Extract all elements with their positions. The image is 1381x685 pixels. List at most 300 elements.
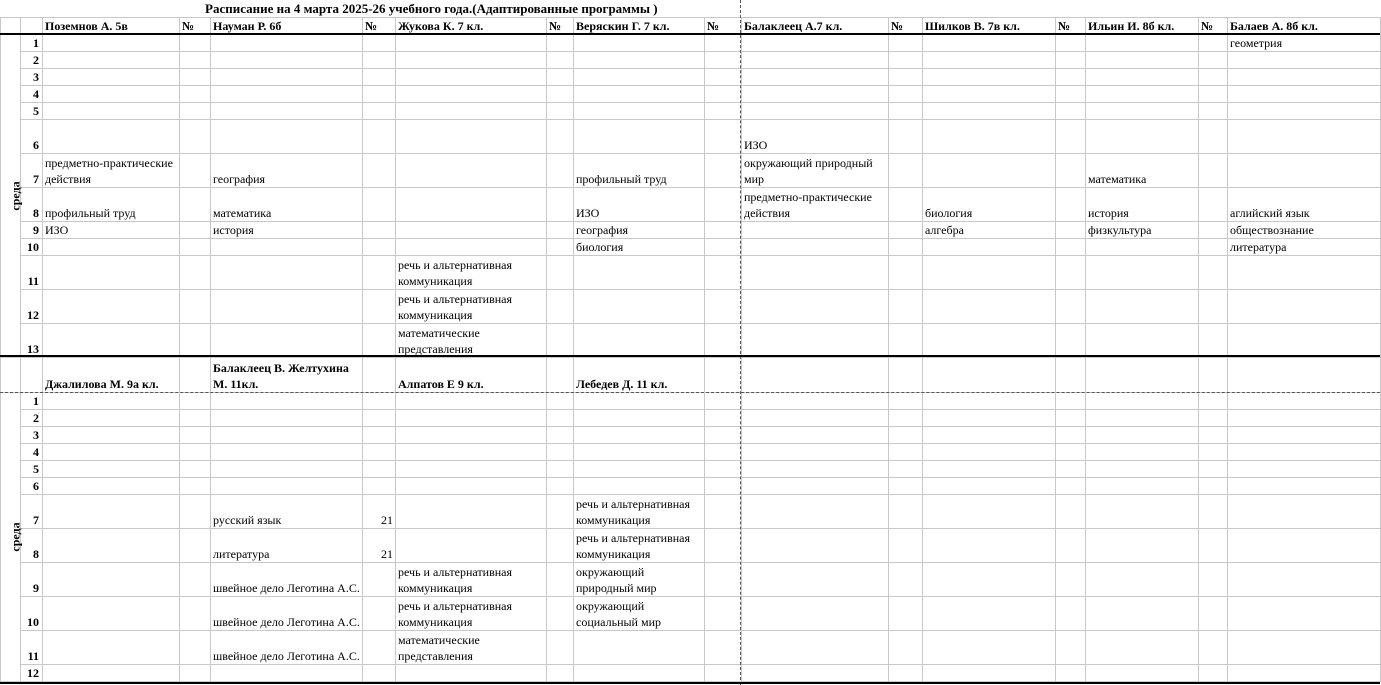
room-cell [1056, 324, 1086, 358]
empty-cell [923, 529, 1056, 563]
lesson-cell: речь и альтернативная коммуникация [396, 290, 547, 324]
lesson-cell: профильный труд [43, 188, 180, 222]
number-header: № [705, 18, 742, 35]
lesson-cell: швейное дело Леготина А.С. [211, 597, 363, 631]
room-cell [1199, 239, 1228, 256]
room-cell [1199, 69, 1228, 86]
header-row [1, 18, 1381, 35]
table-row [1, 665, 1381, 682]
corner-cell [1, 18, 21, 35]
room-cell [1199, 103, 1228, 120]
lesson-cell: литература [1228, 239, 1381, 256]
room-cell [889, 120, 923, 154]
student-header: Балаклеец А.7 кл. [742, 18, 889, 35]
empty-cell [1228, 478, 1381, 495]
lesson-cell: математические представления [396, 631, 547, 665]
lesson-cell [43, 86, 180, 103]
lesson-cell: алгебра [923, 222, 1056, 239]
room-cell [363, 103, 396, 120]
room-cell [363, 631, 396, 665]
room-cell [547, 52, 574, 69]
lesson-number: 5 [21, 103, 43, 120]
lesson-cell [923, 239, 1056, 256]
room-cell [1056, 120, 1086, 154]
student-header: Веряскин Г. 7 кл. [574, 18, 705, 35]
lesson-cell: физкультура [1086, 222, 1199, 239]
room-cell [547, 239, 574, 256]
empty-cell [1086, 478, 1199, 495]
lesson-cell [1086, 239, 1199, 256]
room-cell: 21 [363, 495, 396, 529]
lesson-cell [923, 103, 1056, 120]
room-cell [180, 120, 211, 154]
room-cell [889, 52, 923, 69]
student-header: Лебедев Д. 11 кл. [574, 358, 705, 393]
lesson-cell [742, 256, 889, 290]
empty-cell [923, 495, 1056, 529]
room-cell [547, 324, 574, 358]
room-cell [889, 188, 923, 222]
lesson-cell [574, 256, 705, 290]
lesson-cell [1228, 86, 1381, 103]
empty-cell [889, 444, 923, 461]
lesson-cell [396, 495, 547, 529]
number-header: № [547, 18, 574, 35]
lesson-cell [396, 461, 547, 478]
lesson-cell: математика [1086, 154, 1199, 188]
lesson-cell: геометрия [1228, 35, 1381, 52]
room-cell [547, 256, 574, 290]
room-cell [705, 69, 742, 86]
table-row [1, 52, 1381, 69]
room-cell [705, 290, 742, 324]
room-cell [363, 324, 396, 358]
student-header: Ильин И. 8б кл. [1086, 18, 1199, 35]
table-row [1, 239, 1381, 256]
room-cell [889, 324, 923, 358]
room-cell [363, 427, 396, 444]
room-cell [547, 35, 574, 52]
empty-cell [1228, 461, 1381, 478]
number-header: № [889, 18, 923, 35]
lesson-cell: русский язык [211, 495, 363, 529]
lesson-cell [211, 69, 363, 86]
empty-cell [889, 665, 923, 682]
lesson-cell [923, 35, 1056, 52]
room-cell [1199, 324, 1228, 358]
room-cell [363, 222, 396, 239]
lesson-number: 4 [21, 86, 43, 103]
lesson-cell [396, 529, 547, 563]
lesson-cell [43, 461, 180, 478]
room-cell [1056, 239, 1086, 256]
room-cell [180, 427, 211, 444]
room-cell [1199, 120, 1228, 154]
room-cell [705, 120, 742, 154]
lesson-cell [574, 86, 705, 103]
empty-cell [1228, 563, 1381, 597]
room-cell [705, 256, 742, 290]
lesson-cell [1086, 103, 1199, 120]
lesson-cell [1228, 256, 1381, 290]
lesson-number: 6 [21, 478, 43, 495]
table-row [1, 410, 1381, 427]
room-cell [705, 597, 742, 631]
lesson-number: 9 [21, 563, 43, 597]
lesson-number: 8 [21, 188, 43, 222]
empty-cell [889, 563, 923, 597]
room-cell [705, 427, 742, 444]
lesson-cell [1228, 52, 1381, 69]
empty-cell [923, 358, 1056, 393]
lesson-cell [43, 393, 180, 410]
table-row [1, 69, 1381, 86]
room-cell [180, 597, 211, 631]
lesson-cell [742, 290, 889, 324]
lesson-cell: речь и альтернативная коммуникация [574, 495, 705, 529]
room-cell [180, 478, 211, 495]
lesson-cell [1228, 154, 1381, 188]
empty-cell [889, 410, 923, 427]
student-header: Жукова К. 7 кл. [396, 18, 547, 35]
lesson-cell: история [1086, 188, 1199, 222]
lesson-cell [923, 86, 1056, 103]
lesson-cell [43, 52, 180, 69]
lesson-cell: география [211, 154, 363, 188]
room-cell [180, 239, 211, 256]
lesson-cell: ИЗО [742, 120, 889, 154]
empty-cell [742, 563, 889, 597]
lesson-cell [396, 478, 547, 495]
lesson-number: 12 [21, 665, 43, 682]
empty-cell [1228, 665, 1381, 682]
lesson-cell [574, 35, 705, 52]
empty-cell [1056, 461, 1086, 478]
lesson-cell [742, 69, 889, 86]
empty-cell [742, 665, 889, 682]
table-row [1, 256, 1381, 290]
number-header: № [1056, 18, 1086, 35]
empty-cell [1086, 410, 1199, 427]
lesson-cell [1086, 69, 1199, 86]
room-cell [547, 495, 574, 529]
empty-cell [1086, 495, 1199, 529]
lesson-number: 2 [21, 410, 43, 427]
lesson-cell [1228, 103, 1381, 120]
lesson-cell [43, 563, 180, 597]
room-cell [547, 427, 574, 444]
room-cell [363, 478, 396, 495]
lesson-cell [43, 529, 180, 563]
empty-cell [1056, 358, 1086, 393]
room-cell [180, 393, 211, 410]
lesson-cell [211, 120, 363, 154]
table-row [1, 222, 1381, 239]
room-cell [363, 69, 396, 86]
room-cell [180, 256, 211, 290]
room-cell [547, 393, 574, 410]
lesson-cell [1086, 120, 1199, 154]
lesson-cell [396, 154, 547, 188]
room-cell [1056, 103, 1086, 120]
lesson-cell [211, 35, 363, 52]
room-cell [1199, 188, 1228, 222]
lesson-cell: речь и альтернативная коммуникация [396, 256, 547, 290]
empty-cell [1056, 563, 1086, 597]
lesson-cell [574, 461, 705, 478]
empty-cell [742, 631, 889, 665]
room-cell [1056, 154, 1086, 188]
number-header: № [363, 18, 396, 35]
empty-cell [1228, 393, 1381, 410]
lesson-number: 13 [21, 324, 43, 358]
room-cell [363, 188, 396, 222]
empty-cell [1199, 427, 1228, 444]
room-cell [1199, 35, 1228, 52]
empty-cell [889, 427, 923, 444]
lesson-cell [574, 52, 705, 69]
room-cell [180, 631, 211, 665]
schedule-table [0, 17, 1381, 682]
empty-cell [1199, 444, 1228, 461]
empty-cell [1086, 563, 1199, 597]
section-rule [0, 355, 1380, 357]
lesson-cell [1086, 256, 1199, 290]
empty-cell [889, 631, 923, 665]
room-cell [180, 35, 211, 52]
lesson-cell [574, 665, 705, 682]
lesson-cell: биология [923, 188, 1056, 222]
lesson-number: 6 [21, 120, 43, 154]
lesson-cell: математика [211, 188, 363, 222]
lesson-cell [211, 103, 363, 120]
empty-cell [923, 665, 1056, 682]
lesson-cell [43, 69, 180, 86]
lesson-cell [211, 324, 363, 358]
room-cell [363, 597, 396, 631]
lesson-cell [396, 410, 547, 427]
lesson-cell [923, 154, 1056, 188]
page-break-horizontal [0, 392, 1380, 393]
lesson-cell [43, 239, 180, 256]
empty-cell [742, 478, 889, 495]
room-cell [705, 444, 742, 461]
room-cell [363, 393, 396, 410]
room-cell [180, 495, 211, 529]
empty-cell [1199, 478, 1228, 495]
lesson-cell: литература [211, 529, 363, 563]
lesson-cell: биология [574, 239, 705, 256]
room-cell [1199, 52, 1228, 69]
room-cell [705, 86, 742, 103]
lesson-cell [742, 239, 889, 256]
empty-cell [889, 461, 923, 478]
lesson-cell [396, 35, 547, 52]
room-cell [180, 563, 211, 597]
room-cell [547, 410, 574, 427]
table-row [1, 120, 1381, 154]
room-cell [363, 52, 396, 69]
room-cell [889, 222, 923, 239]
empty-cell [1086, 444, 1199, 461]
room-cell [363, 120, 396, 154]
number-header: № [180, 18, 211, 35]
lesson-cell [1086, 290, 1199, 324]
empty-cell [923, 597, 1056, 631]
lesson-cell [211, 427, 363, 444]
room-cell [547, 154, 574, 188]
corner-cell [21, 18, 43, 35]
lesson-cell: швейное дело Леготина А.С. [211, 563, 363, 597]
table-row [1, 597, 1381, 631]
lesson-cell: речь и альтернативная коммуникация [574, 529, 705, 563]
lesson-cell: окружающий природный мир [574, 563, 705, 597]
room-cell [705, 563, 742, 597]
lesson-cell [1086, 35, 1199, 52]
lesson-cell [43, 631, 180, 665]
empty-cell [1086, 597, 1199, 631]
empty-cell [1056, 410, 1086, 427]
lesson-number: 3 [21, 69, 43, 86]
empty-cell [1086, 427, 1199, 444]
room-cell [705, 52, 742, 69]
empty-cell [1199, 563, 1228, 597]
empty-cell [1228, 597, 1381, 631]
student-header: Науман Р. 6б [211, 18, 363, 35]
lesson-cell [211, 393, 363, 410]
room-cell [1199, 256, 1228, 290]
header-row-2 [1, 358, 1381, 393]
room-cell [889, 239, 923, 256]
room-cell [1056, 52, 1086, 69]
room-cell [705, 495, 742, 529]
lesson-cell [574, 324, 705, 358]
lesson-cell [923, 324, 1056, 358]
room-cell [1056, 290, 1086, 324]
lesson-cell: ИЗО [43, 222, 180, 239]
room-cell [363, 35, 396, 52]
empty-cell [742, 597, 889, 631]
empty-cell [1086, 461, 1199, 478]
empty-cell [1056, 597, 1086, 631]
room-cell [180, 461, 211, 478]
room-cell [889, 86, 923, 103]
lesson-cell [923, 69, 1056, 86]
lesson-cell [396, 52, 547, 69]
room-cell [1199, 86, 1228, 103]
room-cell [547, 563, 574, 597]
lesson-cell [574, 478, 705, 495]
empty-cell [889, 597, 923, 631]
room-cell [889, 103, 923, 120]
student-header: Балаклеец В. Желтухина М. 11кл. [211, 358, 363, 393]
lesson-cell [1086, 324, 1199, 358]
day-cell [1, 35, 21, 358]
table-row [1, 86, 1381, 103]
bottom-rule [0, 682, 1380, 684]
lesson-cell [396, 103, 547, 120]
lesson-number: 10 [21, 239, 43, 256]
room-cell [705, 529, 742, 563]
room-cell [705, 103, 742, 120]
lesson-cell: предметно-практические действия [742, 188, 889, 222]
empty-cell [1056, 495, 1086, 529]
table-row [1, 461, 1381, 478]
lesson-cell: ИЗО [574, 188, 705, 222]
number-cell [180, 358, 211, 393]
empty-cell [1056, 444, 1086, 461]
corner-cell [1, 358, 21, 393]
room-cell [180, 154, 211, 188]
lesson-cell [43, 290, 180, 324]
room-cell [180, 324, 211, 358]
lesson-number: 7 [21, 154, 43, 188]
empty-cell [742, 393, 889, 410]
empty-cell [1056, 665, 1086, 682]
empty-cell [1199, 597, 1228, 631]
room-cell [363, 444, 396, 461]
number-cell [547, 358, 574, 393]
room-cell [1056, 222, 1086, 239]
empty-cell [923, 444, 1056, 461]
room-cell [363, 665, 396, 682]
lesson-cell [574, 427, 705, 444]
lesson-cell [396, 222, 547, 239]
room-cell [547, 631, 574, 665]
room-cell [889, 35, 923, 52]
student-header: Алпатов Е 9 кл. [396, 358, 547, 393]
lesson-cell [574, 120, 705, 154]
lesson-cell [574, 410, 705, 427]
table-row [1, 631, 1381, 665]
lesson-cell [574, 103, 705, 120]
student-header: Балаев А. 8б кл. [1228, 18, 1381, 35]
lesson-cell [574, 69, 705, 86]
lesson-number: 1 [21, 393, 43, 410]
room-cell: 21 [363, 529, 396, 563]
day-label: среда [8, 181, 23, 211]
room-cell [705, 461, 742, 478]
lesson-cell [1228, 290, 1381, 324]
lesson-cell: предметно-практические действия [43, 154, 180, 188]
room-cell [705, 324, 742, 358]
lesson-cell [211, 86, 363, 103]
lesson-cell [396, 86, 547, 103]
empty-cell [1228, 631, 1381, 665]
room-cell [705, 188, 742, 222]
room-cell [889, 290, 923, 324]
lesson-cell [211, 410, 363, 427]
room-cell [180, 188, 211, 222]
lesson-cell [574, 444, 705, 461]
empty-cell [1086, 631, 1199, 665]
lesson-cell [396, 427, 547, 444]
empty-cell [1199, 410, 1228, 427]
lesson-cell: окружающий социальный мир [574, 597, 705, 631]
room-cell [705, 154, 742, 188]
lesson-cell [742, 324, 889, 358]
lesson-cell [211, 478, 363, 495]
lesson-cell [742, 103, 889, 120]
room-cell [705, 393, 742, 410]
empty-cell [1086, 529, 1199, 563]
room-cell [547, 120, 574, 154]
room-cell [547, 188, 574, 222]
lesson-cell: речь и альтернативная коммуникация [396, 563, 547, 597]
lesson-cell: математические представления [396, 324, 547, 358]
room-cell [180, 529, 211, 563]
room-cell [180, 86, 211, 103]
